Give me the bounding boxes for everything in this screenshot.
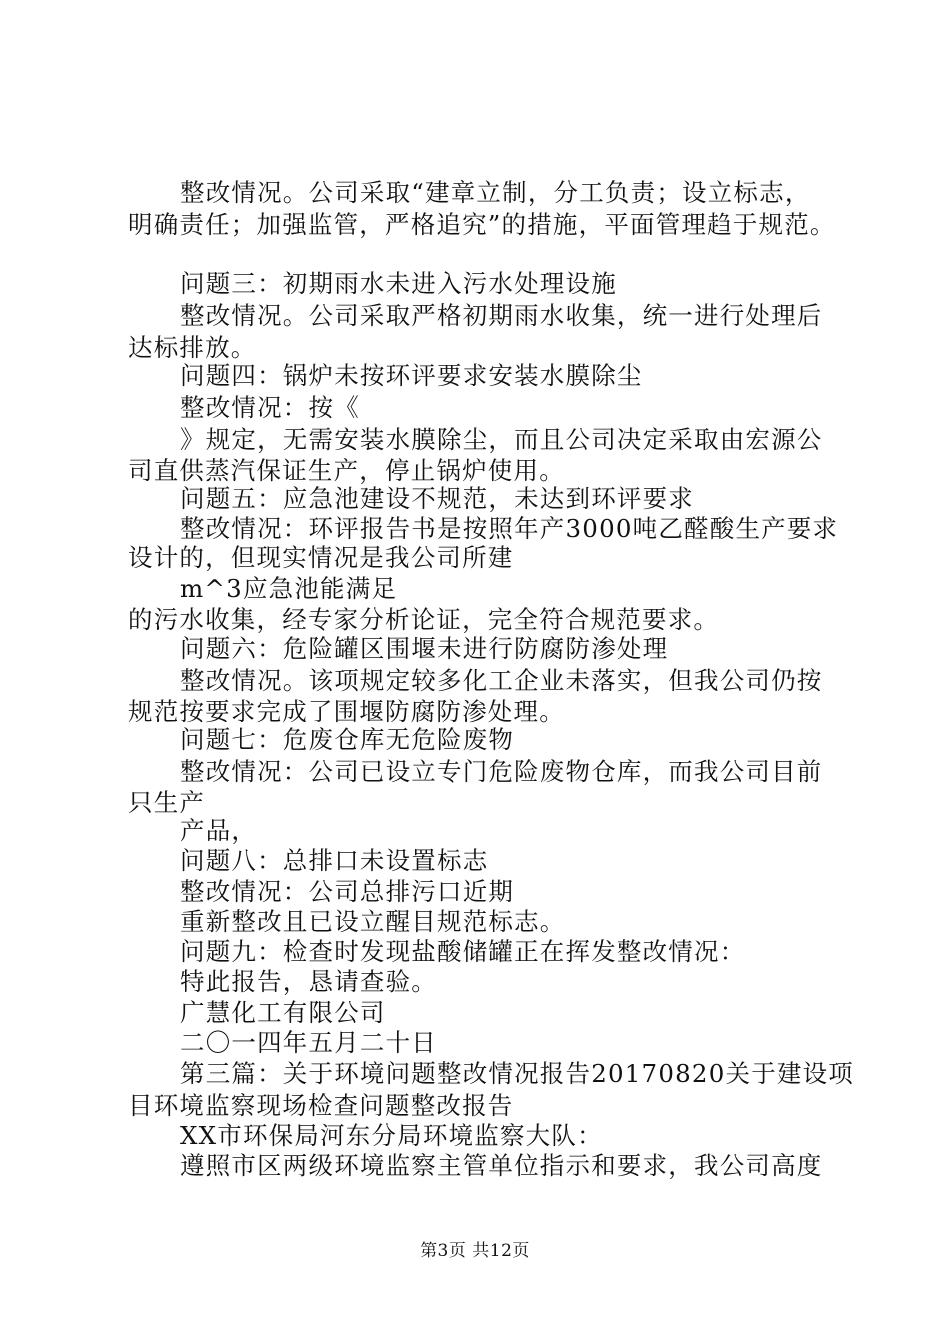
paragraph-line: 遵照市区两级环境监察主管单位指示和要求，我公司高度 — [180, 1151, 823, 1180]
paragraph-line: 整改情况。公司采取严格初期雨水收集，统一进行处理后 — [180, 301, 823, 330]
section-heading: 第三篇：关于环境问题整改情况报告20170820关于建设项 — [180, 1059, 854, 1088]
paragraph-line: 重新整改且已设立醒目规范标志。 — [180, 907, 566, 936]
paragraph-line: m^3应急池能满足 — [180, 574, 398, 603]
issue-heading: 问题三：初期雨水未进入污水处理设施 — [180, 269, 617, 298]
issue-heading: 问题六：危险罐区围堰未进行防腐防渗处理 — [180, 634, 669, 663]
signature-company: 广慧化工有限公司 — [180, 998, 386, 1027]
issue-heading: 问题八：总排口未设置标志 — [180, 846, 489, 875]
paragraph-line: 设计的，但现实情况是我公司所建 — [128, 543, 514, 572]
issue-heading: 问题七：危废仓库无危险废物 — [180, 725, 515, 754]
paragraph-line: 整改情况。公司采取“建章立制，分工负责；设立标志， — [180, 178, 811, 207]
paragraph-line: 只生产 — [128, 788, 206, 817]
paragraph-line: 的污水收集，经专家分析论证，完全符合规范要求。 — [128, 605, 720, 634]
issue-heading: 问题九：检查时发现盐酸储罐正在挥发整改情况： — [180, 937, 746, 966]
section-heading: 目环境监察现场检查问题整改报告 — [128, 1091, 514, 1120]
paragraph-line: 规范按要求完成了围堰防腐防渗处理。 — [128, 697, 565, 726]
addressee: XX市环保局河东分局环境监察大队： — [180, 1121, 603, 1150]
signature-date: 二〇一四年五月二十日 — [180, 1028, 437, 1057]
paragraph-line: 明确责任；加强监管，严格追究”的措施，平面管理趋于规范。 — [128, 210, 836, 239]
paragraph-line: 整改情况：公司总排污口近期 — [180, 877, 515, 906]
closing-line: 特此报告，恳请查验。 — [180, 967, 437, 996]
issue-heading: 问题四：锅炉未按环评要求安装水膜除尘 — [180, 361, 643, 390]
paragraph-line: 》规定，无需安装水膜除尘，而且公司决定采取由宏源公 — [180, 425, 823, 454]
paragraph-line: 整改情况：环评报告书是按照年产3000吨乙醛酸生产要求 — [180, 514, 839, 543]
issue-heading: 问题五：应急池建设不规范，未达到环评要求 — [180, 484, 694, 513]
paragraph-line: 整改情况：公司已设立专门危险废物仓库，而我公司目前 — [180, 757, 823, 786]
paragraph-line: 整改情况：按《 — [180, 393, 360, 422]
paragraph-line: 司直供蒸汽保证生产，停止锅炉使用。 — [128, 456, 565, 485]
paragraph-line: 整改情况。该项规定较多化工企业未落实，但我公司仍按 — [180, 666, 823, 695]
paragraph-line: 产品， — [180, 816, 258, 845]
page-number: 第3页 共12页 — [420, 1241, 530, 1261]
paragraph-line: 达标排放。 — [128, 333, 257, 362]
